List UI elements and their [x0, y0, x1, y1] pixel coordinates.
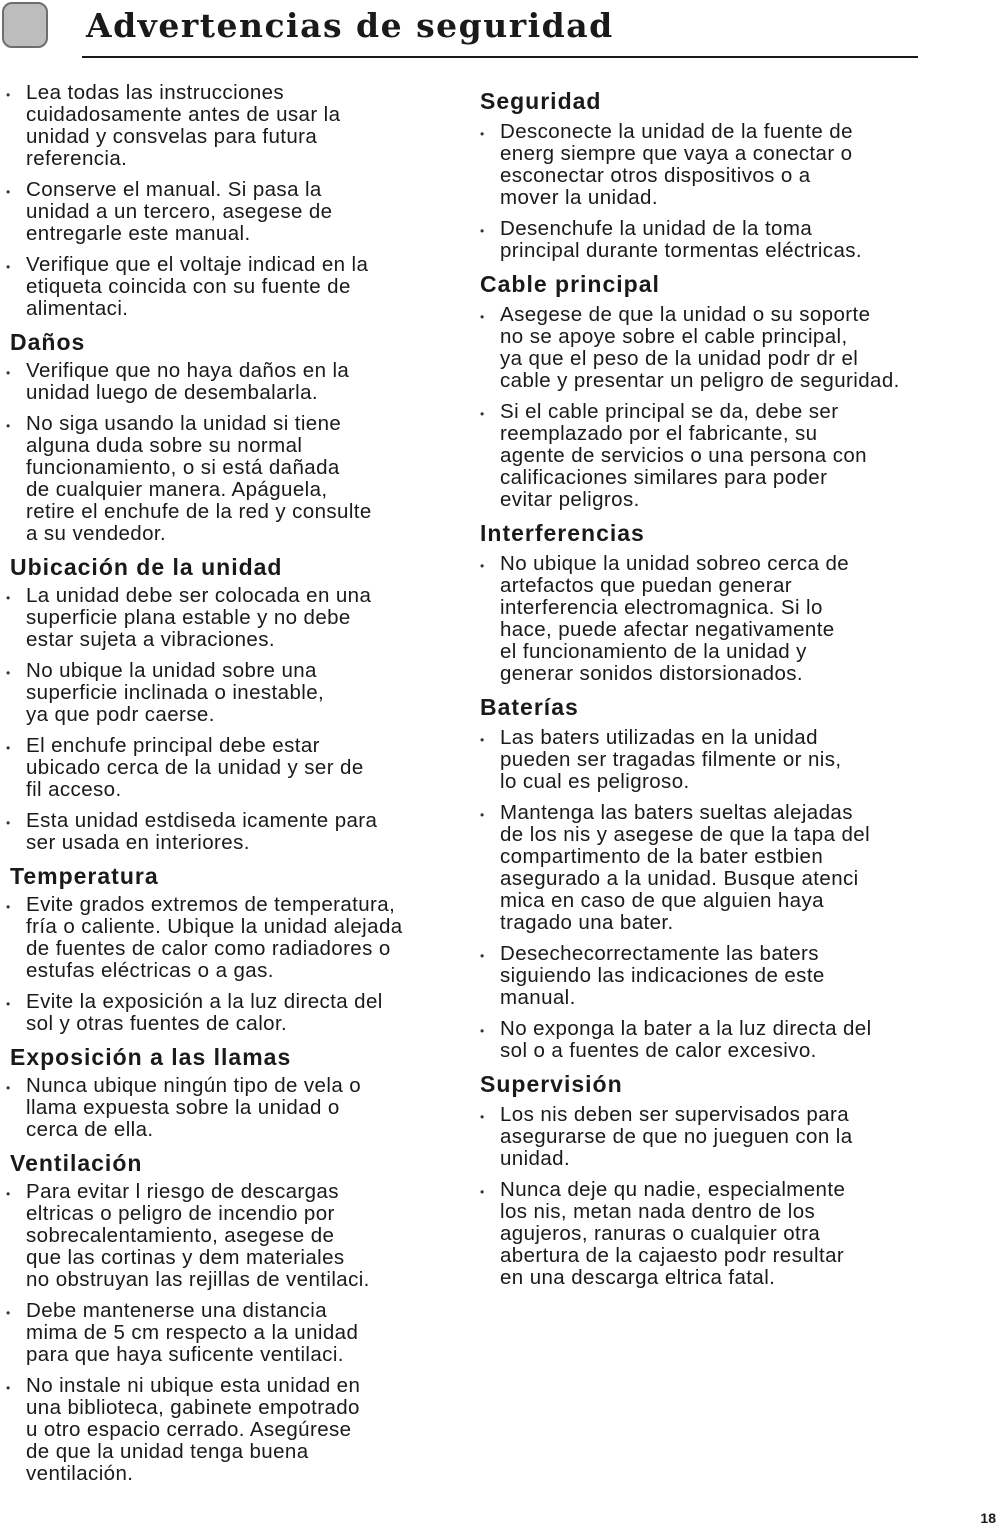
list-item: • Lea todas las instrucciones cuidadosamente antes de usar la unidad y consvelas para futura referencia. [6, 82, 468, 170]
llamas-list [6, 1075, 468, 1141]
list-item: • Desconecte la unidad de la fuente de energ siempre que vaya a conectar o esconectar otros dispositivos o a mover la unidad. [480, 121, 978, 209]
supervision-list [480, 1104, 978, 1289]
list-item: • Verifique que no haya daños en la unidad luego de desembalarla. [6, 360, 468, 404]
section-heading-temperatura: Temperatura [10, 863, 159, 889]
interferencias-list [480, 553, 978, 685]
intro-list [6, 82, 468, 320]
section-heading-interferencias: Interferencias [480, 520, 645, 546]
list-item: • Evite la exposición a la luz directa del sol y otras fuentes de calor. [6, 991, 468, 1035]
list-item: • No siga usando la unidad si tiene alguna duda sobre su normal funcionamiento, o si está dañada de cualquier manera. Apáguela, retire el enchufe de la red y consulte a su vendedor. [6, 413, 468, 545]
list-item: • No ubique la unidad sobre una superficie inclinada o inestable, ya que podr caerse. [6, 660, 468, 726]
list-item: • Desenchufe la unidad de la toma principal durante tormentas eléctricas. [480, 218, 978, 262]
cable-list [480, 304, 978, 511]
ventilacion-list [6, 1181, 468, 1485]
list-item: • No exponga la bater a la luz directa del sol o a fuentes de calor excesivo. [480, 1018, 978, 1062]
list-item: • Verifique que el voltaje indicad en la etiqueta coincida con su fuente de alimentaci. [6, 254, 468, 320]
list-item: • Nunca ubique ningún tipo de vela o llama expuesta sobre la unidad o cerca de ella. [6, 1075, 468, 1141]
ubicacion-list [6, 585, 468, 854]
list-item: • Para evitar l riesgo de descargas eltricas o peligro de incendio por sobrecalentamiento, asegese de que las cortinas y dem materiales no obstruyan las rejillas de ventilaci. [6, 1181, 468, 1291]
right-column [480, 84, 978, 1298]
list-item: • Mantenga las baters sueltas alejadas de los nis y asegese de que la tapa del compartimento de la bater estbien asegurado a la unidad. Busque atenci mica en caso de que alguien haya tragado una bater. [480, 802, 978, 934]
section-heading-danos: Daños [10, 329, 86, 355]
seguridad-list [480, 121, 978, 262]
section-heading-supervision: Supervisión [480, 1071, 623, 1097]
list-item: • El enchufe principal debe estar ubicado cerca de la unidad y ser de fil acceso. [6, 735, 468, 801]
list-item: • Conserve el manual. Si pasa la unidad a un tercero, asegese de entregarle este manual. [6, 179, 468, 245]
section-heading-ubicacion: Ubicación de la unidad [10, 554, 283, 580]
page-title: Advertencias de seguridad [86, 6, 614, 45]
list-item: • No instale ni ubique esta unidad en una biblioteca, gabinete empotrado u otro espacio cerrado. Asegúrese de que la unidad tenga buena ventilación. [6, 1375, 468, 1485]
list-item: • Nunca deje qu nadie, especialmente los nis, metan nada dentro de los agujeros, ranuras o cualquier otra abertura de la cajaesto podr resultar en una descarga eltrica fatal. [480, 1179, 978, 1289]
list-item: • Los nis deben ser supervisados para asegurarse de que no jueguen con la unidad. [480, 1104, 978, 1170]
title-divider [82, 56, 918, 58]
baterias-list [480, 727, 978, 1062]
list-item: • Desechecorrectamente las baters siguiendo las indicaciones de este manual. [480, 943, 978, 1009]
list-item: • No ubique la unidad sobreo cerca de artefactos que puedan generar interferencia electromagnica. Si lo hace, puede afectar negativamente el funcionamiento de la unidad y generar sonidos distorsionados. [480, 553, 978, 685]
header-tab-marker [2, 2, 48, 48]
danos-list [6, 360, 468, 545]
left-column [6, 82, 468, 1494]
list-item: • Debe mantenerse una distancia mima de 5 cm respecto a la unidad para que haya suficente ventilaci. [6, 1300, 468, 1366]
temperatura-list [6, 894, 468, 1035]
list-item: • Asegese de que la unidad o su soporte no se apoye sobre el cable principal, ya que el peso de la unidad podr dr el cable y presentar un peligro de seguridad. [480, 304, 978, 392]
list-item: • Si el cable principal se da, debe ser reemplazado por el fabricante, su agente de servicios o una persona con calificaciones similares para poder evitar peligros. [480, 401, 978, 511]
list-item: • Esta unidad estdiseda icamente para ser usada en interiores. [6, 810, 468, 854]
section-heading-llamas: Exposición a las llamas [10, 1044, 292, 1070]
section-heading-baterias: Baterías [480, 694, 579, 720]
list-item: • Evite grados extremos de temperatura, fría o caliente. Ubique la unidad alejada de fuentes de calor como radiadores o estufas eléctricas o a gas. [6, 894, 468, 982]
section-heading-seguridad: Seguridad [480, 88, 602, 114]
page-number: 18 [980, 1510, 996, 1526]
section-heading-ventilacion: Ventilación [10, 1150, 143, 1176]
section-heading-cable: Cable principal [480, 271, 660, 297]
list-item: • Las baters utilizadas en la unidad pueden ser tragadas filmente or nis, lo cual es peligroso. [480, 727, 978, 793]
list-item: • La unidad debe ser colocada en una superficie plana estable y no debe estar sujeta a vibraciones. [6, 585, 468, 651]
